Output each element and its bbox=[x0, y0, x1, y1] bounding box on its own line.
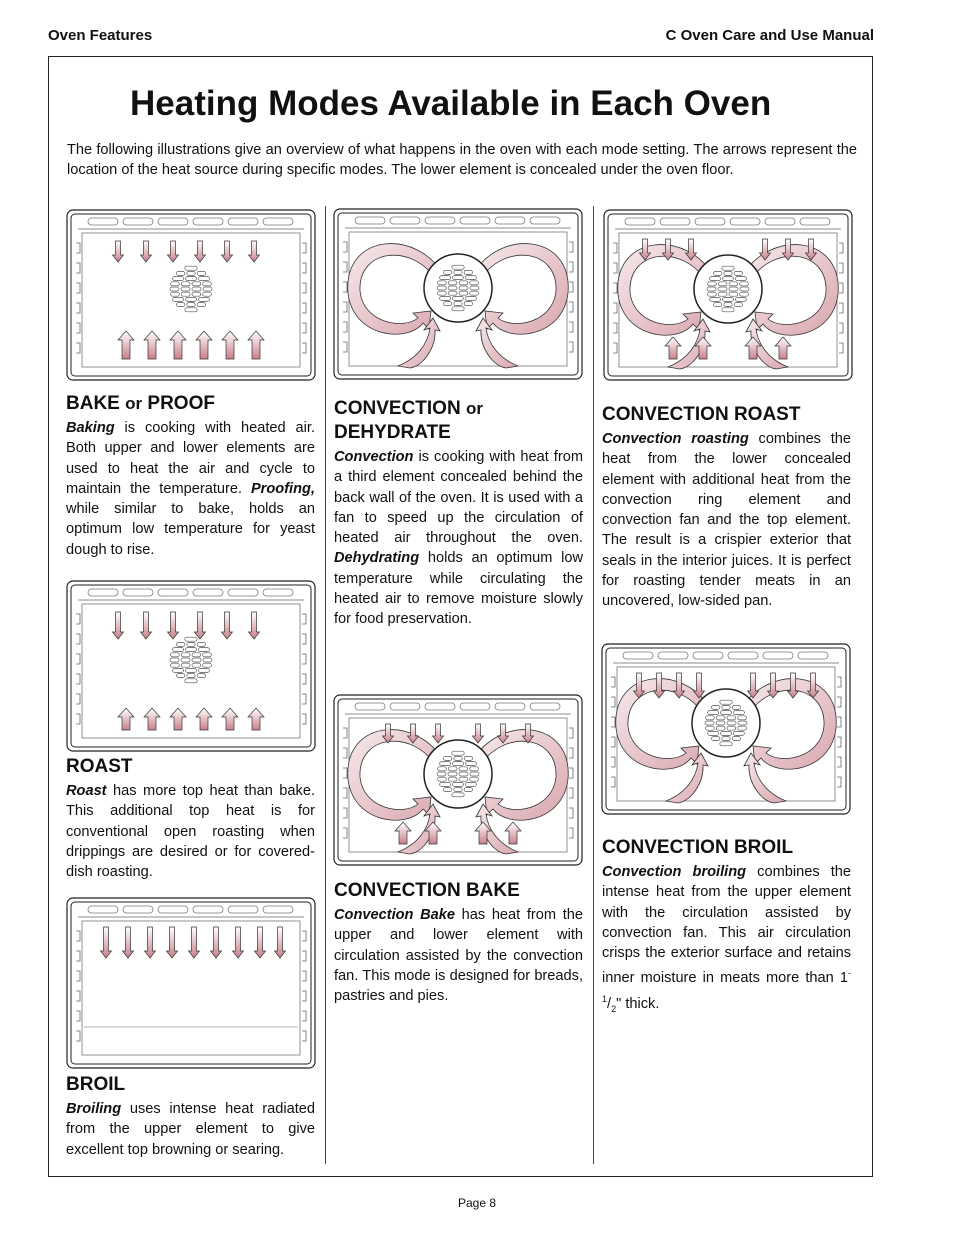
column-divider bbox=[325, 206, 326, 1164]
intro-paragraph: The following illustrations give an overview of what happens in the oven with each mode setting. The arrows represent the location of the heat source during specific modes. The lower element is concealed under the oven floor. bbox=[67, 142, 857, 178]
convection-heading-tail: DEHYDRATE bbox=[334, 422, 451, 443]
column-divider bbox=[593, 206, 594, 1164]
broil-description bbox=[66, 1099, 315, 1160]
convection-broil-heading: CONVECTION BROIL bbox=[602, 837, 794, 858]
dehydrating-text: holds an optimum low temperature while circulating the heated air to remove moisture slowly for food preservation. bbox=[334, 550, 583, 628]
oven-diagram-convection-roast bbox=[603, 209, 853, 381]
convection-roast-text: combines the heat from the lower concealed element with additional heat from the convection ring element and convection fan and the top element. The result is a crispier exterior that seals in the interior juices. It is perfect for roasting tender meats in an uncovered, low-sided pan. bbox=[602, 431, 852, 610]
convection-bake-term: Convection Bake bbox=[334, 907, 455, 923]
convection-broil-term: Convection broiling bbox=[602, 864, 747, 880]
convection-bake-section bbox=[334, 879, 583, 1006]
oven-diagram-broil bbox=[66, 897, 316, 1069]
broil-heading: BROIL bbox=[66, 1074, 126, 1095]
convection-roast-description bbox=[602, 429, 851, 612]
bake-heading-main: BAKE bbox=[66, 393, 120, 414]
oven-diagram-roast bbox=[66, 580, 316, 752]
bake-heading-or: or bbox=[125, 394, 143, 413]
broil-oven-illustration bbox=[66, 897, 316, 1069]
bake-term: Baking bbox=[66, 420, 115, 436]
proof-text: while similar to bake, holds an optimum low temperature for yeast dough to rise. bbox=[66, 501, 315, 558]
convection-broil-description bbox=[602, 862, 851, 1019]
dehydrating-term: Dehydrating bbox=[334, 550, 420, 567]
convection-roast-term: Convection roasting bbox=[602, 431, 749, 447]
roast-description bbox=[66, 781, 315, 882]
convection-text: is cooking with heat from a third element concealed behind the back wall of the oven. It is used with a fan to speed up the circulation of heated air throughout the oven. bbox=[334, 449, 583, 547]
manual-title: C Oven Care and Use Manual bbox=[665, 27, 874, 44]
roast-term: Roast bbox=[66, 783, 107, 799]
oven-diagram-convection-broil bbox=[601, 643, 851, 815]
convection-term: Convection bbox=[334, 449, 414, 465]
fraction-denominator: 2 bbox=[611, 1003, 617, 1014]
convection-bake-description bbox=[334, 905, 583, 1006]
convection-heading bbox=[334, 397, 583, 445]
roast-text: has more top heat than bake. This additional top heat is for conventional open roasting when drippings are desired or for covered-dish roasting. bbox=[66, 783, 315, 881]
convection-heading-main: CONVECTION bbox=[334, 398, 461, 419]
bake-heading bbox=[66, 392, 315, 416]
oven-diagram-bake bbox=[66, 209, 316, 381]
bake-heading-tail: PROOF bbox=[147, 393, 215, 414]
convection-section bbox=[334, 397, 583, 630]
convection-heading-or: or bbox=[465, 399, 483, 418]
convection-roast-oven-illustration bbox=[603, 209, 853, 381]
roast-section bbox=[66, 755, 315, 882]
convection-description bbox=[334, 447, 583, 630]
convection-broil-text: combines the intense heat from the upper element with the circulation assisted by convection fan. This air circulation crisps the exterior surface and retains inner moisture in meats more than 1 bbox=[602, 864, 851, 987]
convection-broil-oven-illustration bbox=[601, 643, 851, 815]
page-number: Page 8 bbox=[457, 1196, 497, 1210]
roast-oven-illustration bbox=[66, 580, 316, 752]
bake-section bbox=[66, 392, 315, 560]
convection-oven-illustration bbox=[333, 208, 583, 380]
fraction-slash: / bbox=[607, 995, 612, 1012]
page-title: Heating Modes Available in Each Oven bbox=[130, 84, 772, 123]
broil-term: Broiling bbox=[66, 1101, 122, 1117]
convection-broil-section bbox=[602, 836, 851, 1019]
fraction-numerator: -1 bbox=[602, 968, 851, 1004]
broil-text: uses intense heat radiated from the upper element to give excellent top browning or searing. bbox=[66, 1101, 315, 1158]
proof-term: Proofing, bbox=[250, 480, 315, 497]
convection-bake-oven-illustration bbox=[333, 694, 583, 866]
broil-section bbox=[66, 1073, 315, 1160]
oven-diagram-convection-bake bbox=[333, 694, 583, 866]
convection-roast-heading: CONVECTION ROAST bbox=[602, 404, 801, 425]
convection-roast-section bbox=[602, 403, 851, 612]
convection-bake-heading: CONVECTION BAKE bbox=[334, 880, 520, 901]
convection-broil-text-end: " thick. bbox=[616, 995, 660, 1012]
oven-diagram-convection bbox=[333, 208, 583, 380]
convection-bake-text: has heat from the upper and lower element with circulation assisted by the convection fan. This mode is designed for breads, pastries and pies. bbox=[334, 907, 583, 1005]
roast-heading: ROAST bbox=[66, 756, 133, 777]
section-header: Oven Features bbox=[48, 27, 153, 44]
bake-description bbox=[66, 418, 315, 560]
bake-oven-illustration bbox=[66, 209, 316, 381]
bake-text: is cooking with heated air. Both upper and lower elements are used to heat the air and cycle to maintain the temperature. bbox=[66, 420, 315, 497]
